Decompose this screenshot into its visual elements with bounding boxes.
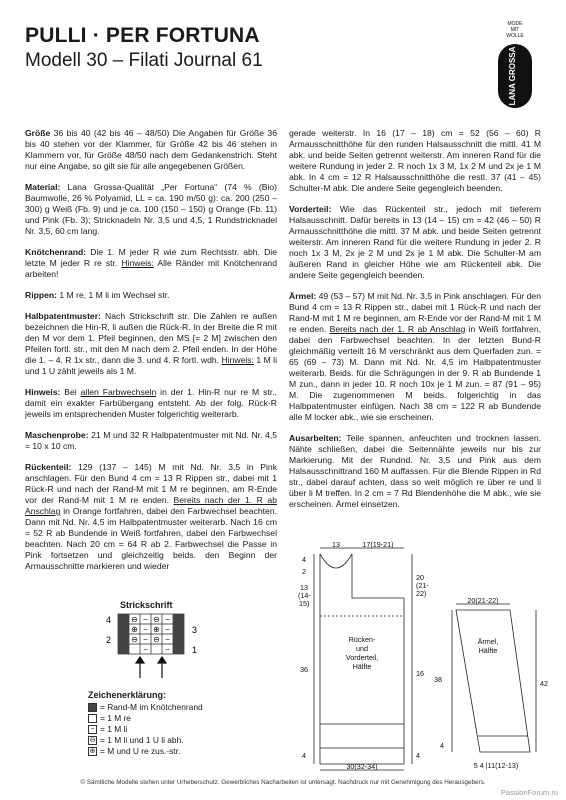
legend-title: Zeichenerklärung: [88, 690, 167, 700]
paragraph-heading: Maschenprobe: [25, 430, 89, 440]
paragraph-text: Alle Ränder mit Knötchenrand arbeiten! [25, 258, 277, 279]
paragraph-heading: Knötchenrand: [25, 247, 87, 257]
svg-text:20: 20 [416, 573, 424, 582]
svg-text:42: 42 [540, 679, 548, 688]
underlined-text: Hinweis: [221, 355, 254, 365]
chart-row-label-3: 3 [192, 625, 198, 635]
chart-row-label-1: 1 [192, 645, 198, 655]
instruction-paragraph [25, 128, 277, 172]
paragraph-heading: Hinweis: [25, 387, 61, 397]
svg-text:30(32-34): 30(32-34) [346, 762, 378, 771]
svg-text:−: − [143, 625, 148, 634]
svg-text:⊕: ⊕ [131, 625, 138, 634]
paragraph-text: Wie das Rückenteil str., jedoch mit tieferem Halsausschnitt. Dafür bereits in 13 (14 – 15) cm = 42 (46 – 50) R Armausschnitthöhe die mittl. 37 M abk. und beide Seiten getrennt weiterstr. Am inneren Rand für die weitere Rundung in jeder 2. R noch 1x 3 M, 2x je 2 M und 2x je 1 M abk. Die Schulter-M am äußeren Rand in gleicher Höhe wie am Rückenteil abk. Die andere Seite gegengleich beenden. [289, 204, 541, 280]
paragraph-heading: Rippen: [25, 290, 57, 300]
underlined-text: allen Farbwechseln [80, 387, 157, 397]
instruction-paragraph [25, 311, 277, 377]
legend-item: ⊖ = 1 M li und 1 U li abh. [89, 735, 184, 745]
paragraph-text: 36 bis 40 (42 bis 46 – 48/50) Die Angaben für Größe 36 bis 40 stehen vor der Klammer, für Größe 42 bis 46 stehen in Klammern vor, für Größe 48/50 nach dem Gedankenstrich. Steht nur eine Angabe, so gilt sie für alle angegebenen Größen. [25, 128, 277, 171]
svg-text:38: 38 [434, 675, 442, 684]
svg-text:⊖: ⊖ [153, 635, 160, 644]
paragraph-heading: Vorderteil: [289, 204, 332, 214]
svg-text:MIT: MIT [510, 27, 520, 33]
lana-grossa-logo [488, 16, 542, 112]
paragraph-text: in der 1. Hin-R nur re M str., damit ein exakter Farbübergang entsteht. Ab der folg. Rück-R jeweils im entsprechenden Muster folgerichtig weiterarb. [25, 387, 277, 419]
paragraph-heading: Rückenteil: [25, 462, 72, 472]
svg-text:WOLLE: WOLLE [506, 33, 524, 39]
instruction-paragraph [25, 387, 277, 420]
svg-text:20(21-22): 20(21-22) [467, 596, 499, 605]
svg-text:36: 36 [300, 665, 308, 674]
underlined-text: Hinweis: [121, 258, 154, 268]
underlined-text: Bereits nach der 1. R ab Anschlag [329, 324, 466, 334]
svg-text:17(19-21): 17(19-21) [362, 540, 394, 549]
paragraph-text: Lana Grossa-Qualität „Per Fortuna“ (74 % (Bio) Baumwolle, 26 % Polyamid, LL = ca. 190 m/50 g): ca. 200 (250 – 300) g Weiß (Fb. 9) und je ca. 100 (150 – 150) g Orange (Fb. 11) und Pink (Fb. 3); Stricknadeln Nr. 3,5 und 4,5, 1 Rundstricknadel Nr. 3,5, 60 cm lang. [25, 182, 277, 236]
purl-stitch-symbol: − [88, 725, 97, 734]
svg-text:5 4 |11(12-13): 5 4 |11(12-13) [473, 761, 519, 770]
logo-top-text: MODE [507, 21, 523, 27]
svg-text:Rücken-: Rücken- [348, 635, 376, 644]
svg-text:−: − [165, 625, 170, 634]
svg-text:⊖: ⊖ [153, 615, 160, 624]
paragraph-text: Bei [60, 387, 81, 397]
svg-text:15): 15) [299, 599, 310, 608]
body-schematic [294, 540, 444, 772]
svg-text:(21-: (21- [416, 581, 429, 590]
svg-text:13: 13 [300, 583, 308, 592]
legend-item: ⊕ = M und U re zus.-str. [89, 746, 181, 756]
chart-title: Strickschrift [120, 600, 173, 610]
svg-text:4: 4 [302, 751, 306, 760]
paragraph-heading: Ärmel: [289, 291, 317, 301]
knit-stitch-symbol [88, 714, 97, 723]
instruction-paragraph [25, 182, 277, 237]
paragraph-text: 21 M und 32 R Halbpatentmuster mit Nd. Nr. 4,5 = 10 x 10 cm. [25, 430, 277, 451]
instruction-paragraph [289, 433, 541, 510]
left-column [25, 128, 277, 582]
svg-text:4: 4 [416, 751, 420, 760]
legend-item: − = 1 M li [88, 724, 203, 735]
instruction-paragraph [289, 128, 541, 194]
paragraph-text: in Orange fortfahren, dabei den Farbwechsel beachten. Dann mit Nd. Nr. 4,5 im Halbpatentmuster weiterarb. Nach 16 cm = 52 R ab Bundende in Weiß fortfahren, dabei den Farbwechsel beachten. Nach 20 cm = 64 R ab 2. Farbwechsel die Passe in Pink fortsetzen und gleichzeitig beids. den Beginn der Armausschnitte markieren und wieder [25, 506, 277, 571]
instruction-paragraph [25, 430, 277, 452]
svg-text:4: 4 [302, 555, 306, 564]
watermark: PassionForum.ru [500, 788, 558, 797]
knit-together-symbol: ⊕ [89, 748, 96, 755]
knitting-chart [100, 612, 210, 684]
page-subtitle: Modell 30 – Filati Journal 61 [25, 50, 263, 71]
svg-text:Hälfte: Hälfte [478, 646, 498, 655]
selvedge-stitch-symbol [88, 703, 97, 712]
paragraph-heading: Größe [25, 128, 51, 138]
chart-row-label-4: 4 [106, 615, 112, 625]
paragraph-text: 1 M li und 1 U zählt jeweils als 1 M. [25, 355, 277, 376]
instruction-paragraph [289, 291, 541, 423]
svg-text:22): 22) [416, 589, 427, 598]
paragraph-text: 1 M re, 1 M li im Wechsel str. [56, 290, 170, 300]
underlined-text: Bereits nach der 1. R ab Anschlag [25, 495, 277, 516]
svg-text:−: − [165, 645, 170, 654]
paragraph-text: Die 1. M jeder R wie zum Rechtsstr. abh. Die letzte M jeder R re str. [25, 247, 277, 268]
instruction-paragraph [25, 462, 277, 572]
legend [88, 702, 203, 757]
paragraph-heading: Material: [25, 182, 61, 192]
svg-text:und: und [356, 644, 368, 653]
svg-text:⊖: ⊖ [131, 615, 138, 624]
svg-text:13: 13 [332, 540, 340, 549]
instruction-paragraph [289, 204, 541, 281]
paragraph-text: Nach Strickschrift str. Die Zahlen re außen bezeichnen die Hin-R, li außen die Rück-R. In der Breite die R mit den M vor dem 1. Pfeil beginnen, den MS [= 2 M] zwischen den Pfeilen fortl. str., mit den M nach dem 2. Pfeil enden. In der Höhe die 1. – 4. R 1x str., dann die 3. und 4. R fortl. wdh. [25, 311, 277, 365]
svg-text:(14-: (14- [298, 591, 311, 600]
paragraph-text: 129 (137 – 145) M mit Nd. Nr. 3,5 in Pink anschlagen. Für den Bund 4 cm = 13 R Rippen str., dabei mit 1 Rück-R und nach der Rand-M mit 1 M re beginnen, am R-Ende vor der Rand-M mit 1 M re enden. [25, 462, 277, 505]
svg-text:⊖: ⊖ [131, 635, 138, 644]
svg-text:Hälfte: Hälfte [352, 662, 372, 671]
paragraph-text: 49 (53 – 57) M mit Nd. Nr. 3,5 in Pink anschlagen. Für den Bund 4 cm = 13 R Rippen str., dabei mit 1 Rück-R und nach der Rand-M mit 1 M re beginnen, am R-Ende vor der Rand-M mit 1 M re enden. [289, 291, 541, 334]
svg-text:4: 4 [440, 741, 444, 750]
page-title: PULLI · PER FORTUNA [25, 24, 260, 47]
svg-text:Vorderteil,: Vorderteil, [345, 653, 379, 662]
svg-text:16: 16 [416, 669, 424, 678]
right-column [289, 128, 541, 520]
sleeve-schematic [430, 596, 560, 776]
svg-text:−: − [143, 615, 148, 624]
paragraph-text: in Weiß fortfahren, dabei den Farbwechsel beachten. In der letzten Bund-R gleichmäßig verteilt 16 M verschränkt aus dem Querfaden zun. = 65 (69 – 73) M. Dann mit Nd. Nr. 4,5 im Halbpatentmuster weiterarb. Beids. für die Schrägungen in der 9. R ab Bundende 1 M zun., dann in jeder 10. R noch 10x je 1 M zun. = 87 (91 – 95) M. Die zugenommenen M beids. folgerichtig in das Halbpatentmuster einfügen. Nach 38 cm = 122 R ab Bundende alle M locker abk., wie sie erscheinen. [289, 324, 541, 422]
paragraph-heading: Ausarbeiten: [289, 433, 342, 443]
chart-row-label-2: 2 [106, 635, 112, 645]
svg-text:Ärmel,: Ärmel, [477, 637, 499, 646]
legend-item: = Rand-M im Knötchenrand [88, 702, 203, 713]
svg-text:−: − [165, 615, 170, 624]
slip-yarn-over-symbol: ⊖ [89, 737, 96, 744]
svg-text:−: − [143, 645, 148, 654]
svg-text:2: 2 [302, 567, 306, 576]
paragraph-text: gerade weiterstr. In 16 (17 – 18) cm = 52 (56 – 60) R Armausschnitthöhe für den runden Halsausschnitt die mittl. 41 M abk. und beide Seiten getrennt weiterstr. Am inneren Rand für die weitere Rundung in jeder 2. R noch 1x 3 M, 1x 2 M und 2x je 1 M abk. In 4 cm = 12 R Halsausschnitthöhe die restl. 37 (41 – 45) Schulter-M abk. Die andere Seite gegengleich beenden. [289, 128, 541, 193]
copyright-footer: © Sämtliche Modelle stehen unter Urheberschutz. Gewerbliches Nacharbeiten ist untersagt. Nachdruck nur mit Genehmigung des Herausgebers. [80, 779, 486, 786]
legend-item: = 1 M re [88, 713, 203, 724]
svg-text:−: − [165, 635, 170, 644]
svg-text:⊕: ⊕ [153, 625, 160, 634]
paragraph-heading: Halbpatentmuster: [25, 311, 101, 321]
svg-text:−: − [143, 635, 148, 644]
instruction-paragraph [25, 290, 277, 301]
svg-text:LANA GROSSA: LANA GROSSA [508, 46, 517, 106]
instruction-paragraph [25, 247, 277, 280]
paragraph-text: Teile spannen, anfeuchten und trocknen lassen. Nähte schließen, dabei die Seitennähte jeweils nur bis zur Markierung. Mit der Rundnd. Nr. 3,5 und Pink aus dem Halsausschnittrand 160 M auffassen. Für die Blende Rippen in Rd str., dabei darauf achten, dass so weit möglich re über re und li über li M treffen. In 2 cm = 7 Rd Blendenhöhe die M abk., wie sie erscheinen. Ärmel einsetzen. [289, 433, 541, 509]
